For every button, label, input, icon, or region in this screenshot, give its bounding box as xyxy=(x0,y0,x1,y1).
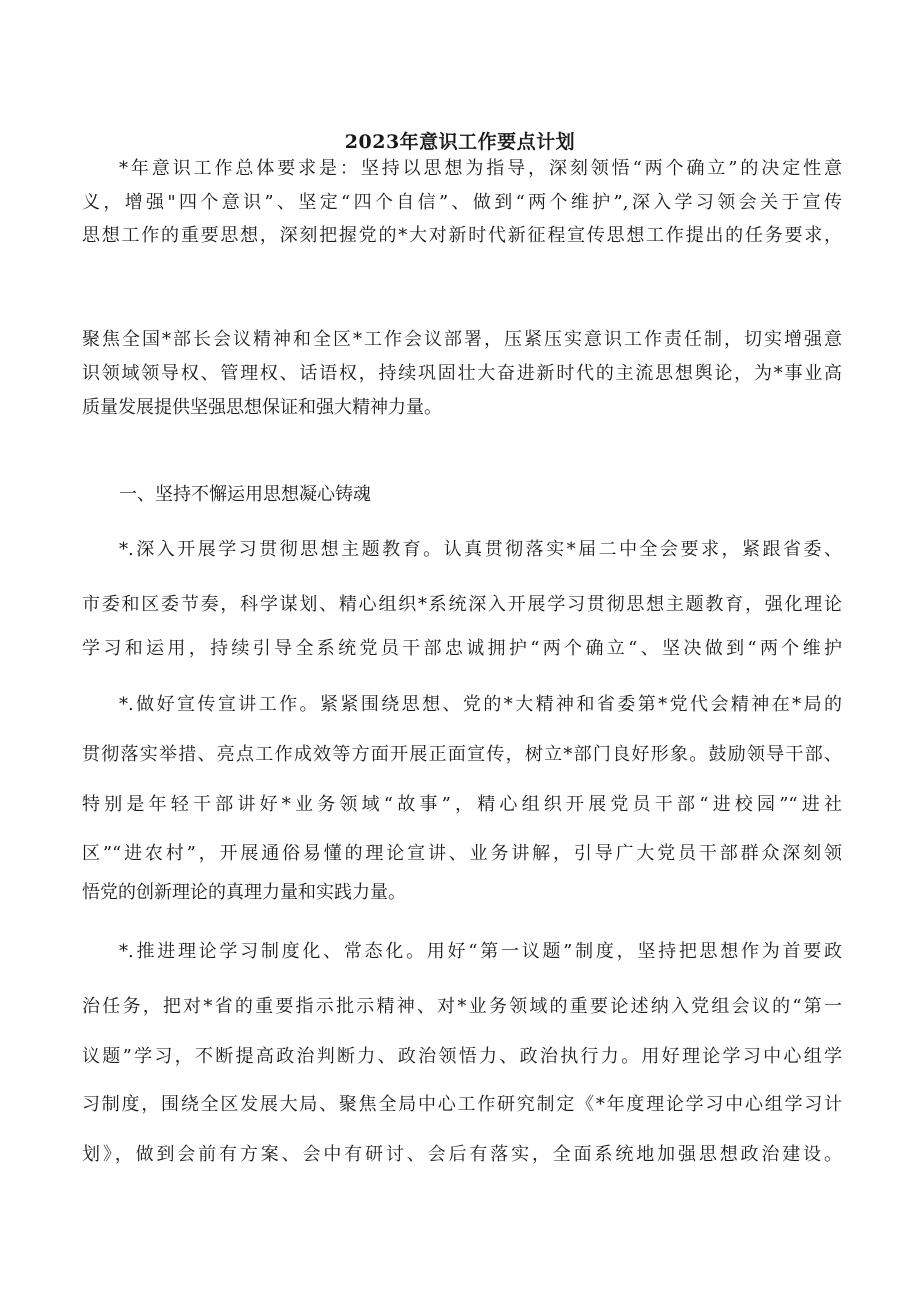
text-line: 一、坚持不懈运用思想凝心铸魂 xyxy=(119,484,371,505)
text-line: 思想工作的重要思想，深刻把握党的*大对新时代新征程宣传思想工作提出的任务要求， xyxy=(82,225,842,246)
text-line: 质量发展提供坚强思想保证和强大精神力量。 xyxy=(82,397,442,418)
text-line: 治任务，把对*省的重要指示批示精神、对*业务领域的重要论述纳入党组会议的“第一 xyxy=(82,996,842,1017)
document-title: 2023年意识工作要点计划 xyxy=(344,131,576,153)
text-line: 悟党的创新理论的真理力量和实践力量。 xyxy=(82,882,406,903)
text-line: *.做好宣传宣讲工作。紧紧围绕思想、党的*大精神和省委第*党代会精神在*局的 xyxy=(119,694,842,715)
text-line: 市委和区委节奏，科学谋划、精心组织*系统深入开展学习贯彻思想主题教育，强化理论 xyxy=(82,594,842,615)
text-line: 区”“进农村”，开展通俗易懂的理论宣讲、业务讲解，引导广大党员干部群众深刻领 xyxy=(82,843,842,864)
text-line: 义，增强"四个意识”、坚定“四个自信”、做到“两个维护”,深入学习领会关于宣传 xyxy=(82,192,842,213)
text-line: 贯彻落实举措、亮点工作成效等方面开展正面宣传，树立*部门良好形象。鼓励领导干部、 xyxy=(82,744,842,765)
text-line: 议题”学习，不断提高政治判断力、政治领悟力、政治执行力。用好理论学习中心组学 xyxy=(82,1046,842,1067)
text-line: 识领域领导权、管理权、话语权，持续巩固壮大奋进新时代的主流思想舆论，为*事业高 xyxy=(82,363,842,384)
text-line: 学习和运用，持续引导全系统党员干部忠诚拥护“两个确立“、坚决做到“两个维护 xyxy=(82,638,842,659)
text-line: 习制度，围绕全区发展大局、聚焦全局中心工作研究制定《*年度理论学习中心组学习计 xyxy=(82,1094,842,1115)
text-line: 聚焦全国*部长会议精神和全区*工作会议部署，压紧压实意识工作责任制，切实增强意 xyxy=(82,329,842,350)
text-line: *年意识工作总体要求是：坚持以思想为指导，深刻领悟“两个确立”的决定性意 xyxy=(119,158,842,179)
text-line: *.深入开展学习贯彻思想主题教育。认真贯彻落实*届二中全会要求，紧跟省委、 xyxy=(119,539,842,560)
text-line: 划》，做到会前有方案、会中有研讨、会后有落实，全面系统地加强思想政治建设。 xyxy=(82,1144,842,1165)
text-line: *.推进理论学习制度化、常态化。用好“第一议题”制度，坚持把思想作为首要政 xyxy=(119,941,842,962)
text-line: 特别是年轻干部讲好*业务领域“故事”，精心组织开展党员干部“进校园”“进社 xyxy=(82,794,842,815)
